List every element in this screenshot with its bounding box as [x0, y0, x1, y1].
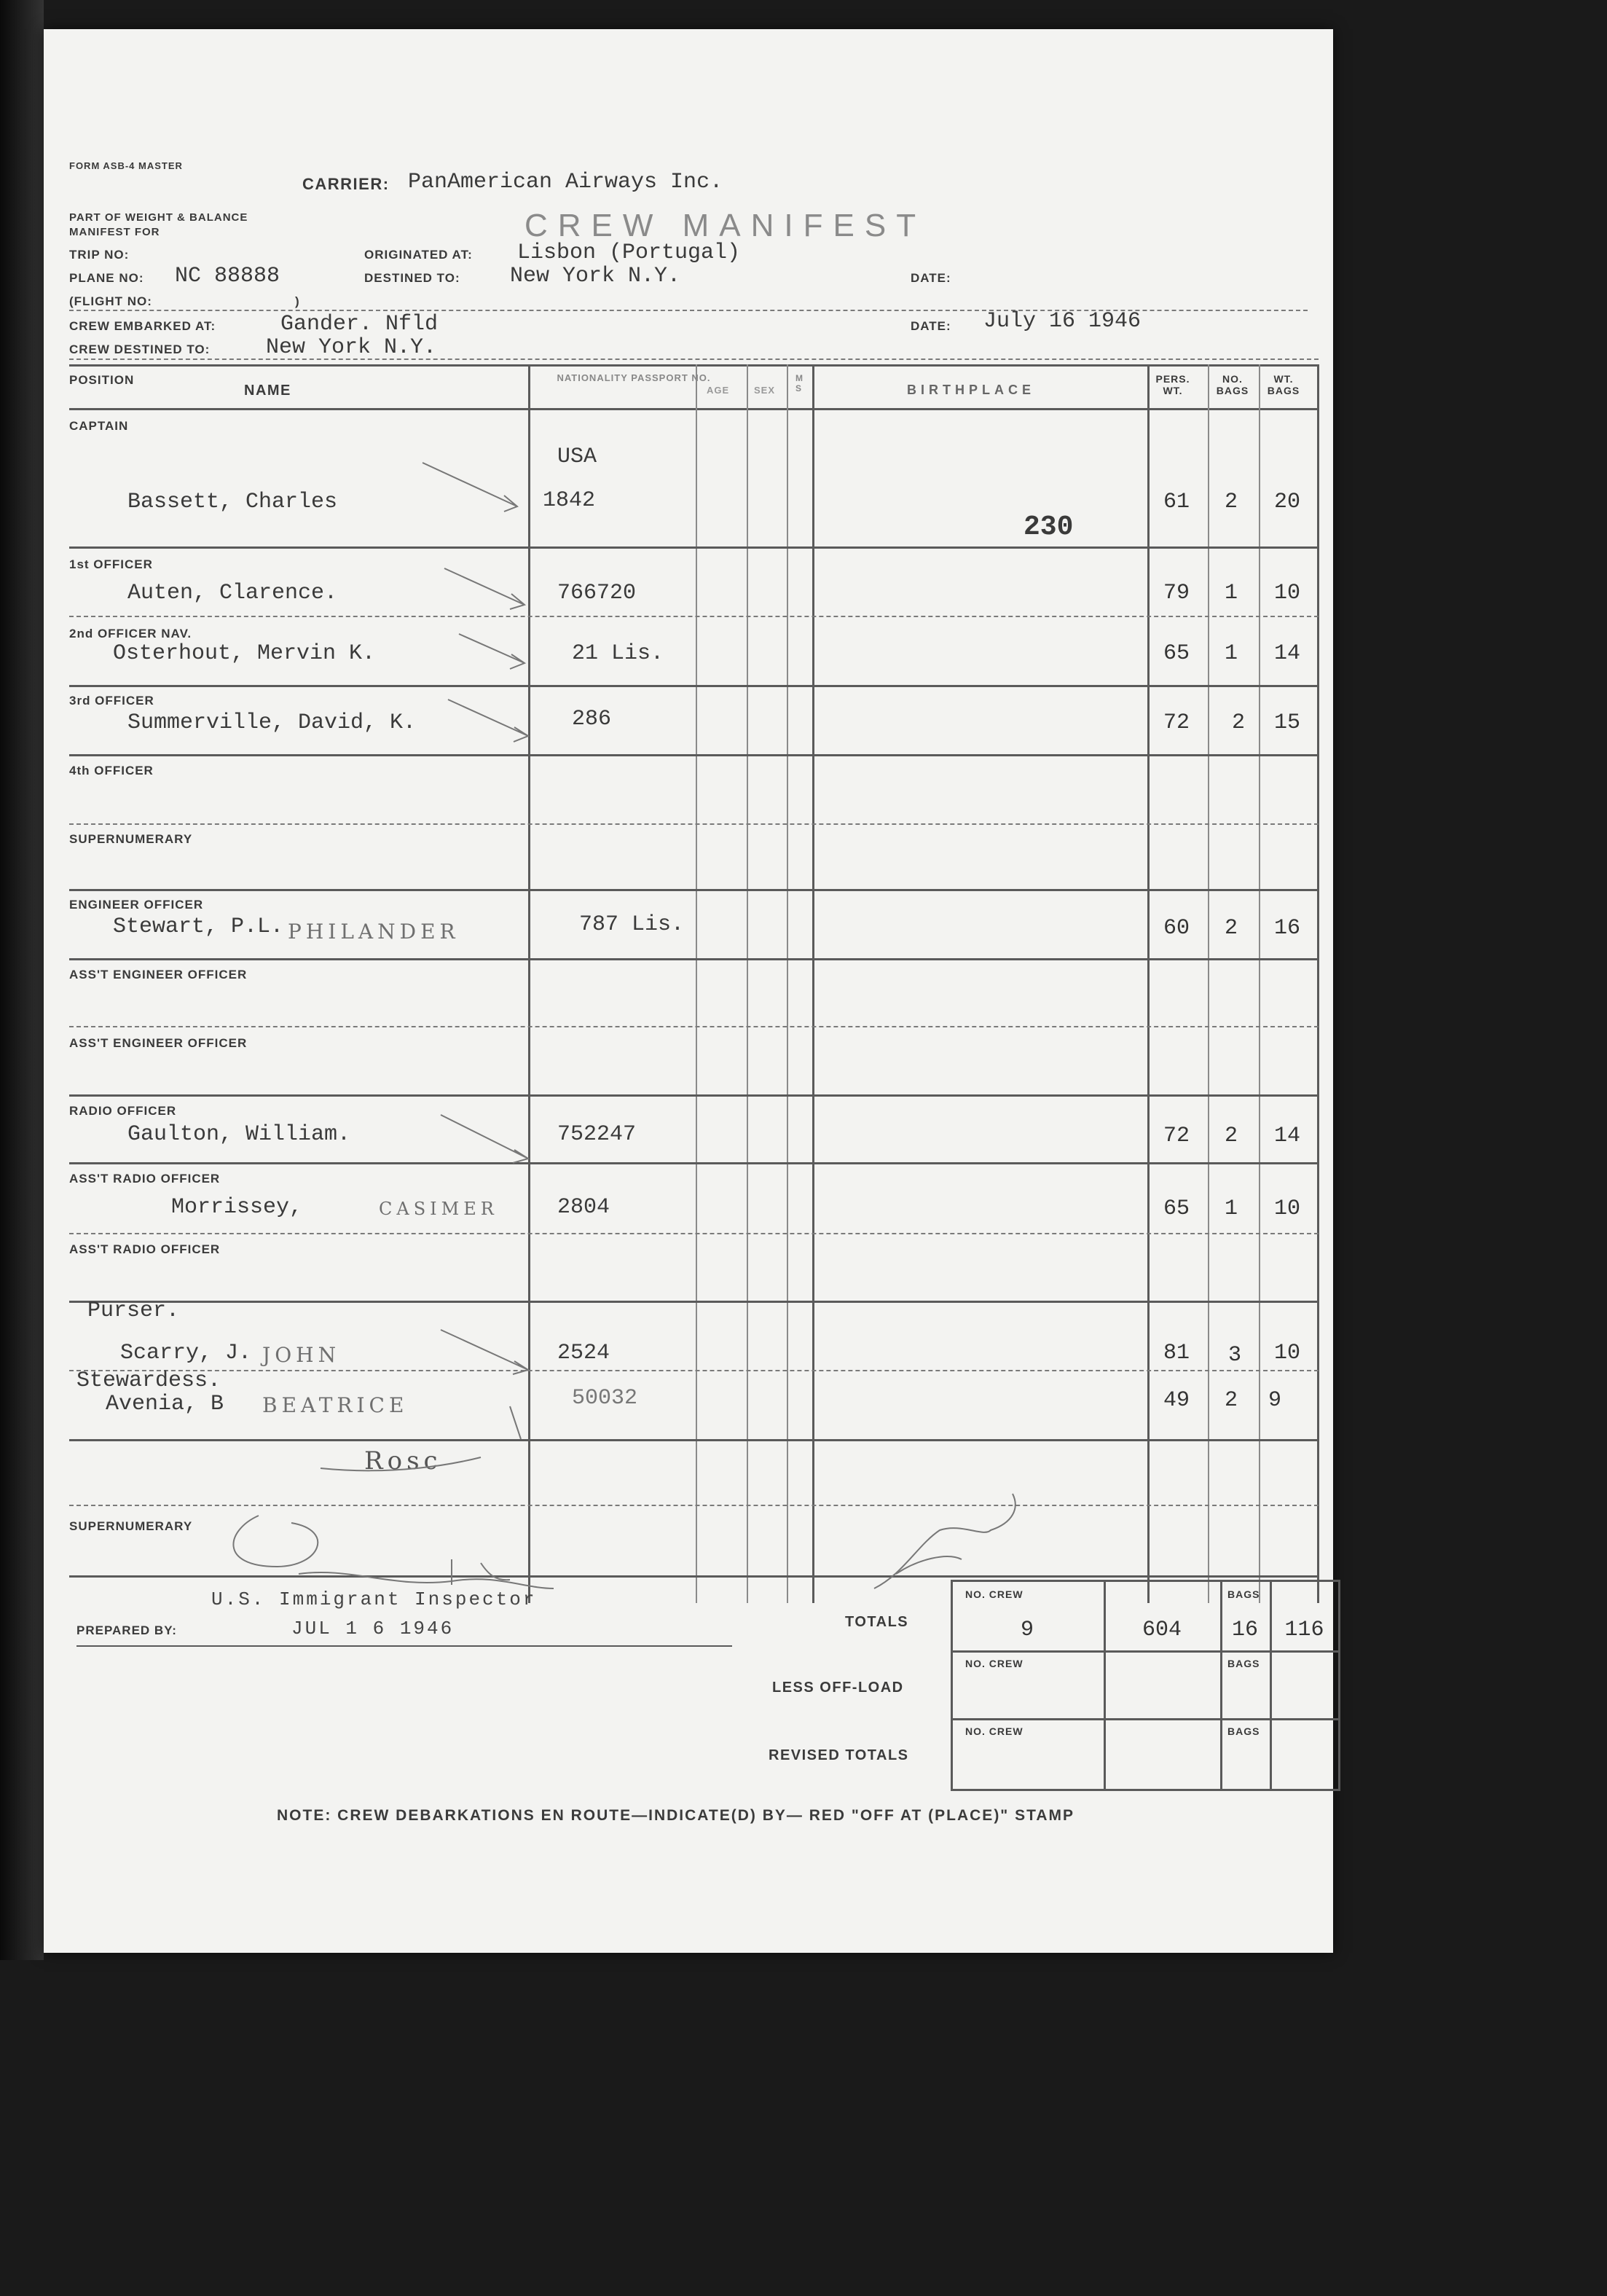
part-of-label: PART OF WEIGHT & BALANCE: [69, 211, 248, 224]
destined-label: DESTINED TO:: [364, 271, 460, 285]
row-no-bags: 1: [1224, 641, 1238, 666]
row-position: SUPERNUMERARY: [69, 832, 193, 846]
less-offload-label: LESS OFF-LOAD: [772, 1680, 904, 1696]
document-title: CREW MANIFEST: [524, 208, 927, 243]
col-sex: SEX: [754, 385, 776, 396]
row-hand-annotation: PHILANDER: [288, 920, 460, 944]
row-position: 1st OFFICER: [69, 557, 153, 571]
row-wt-bags: 20: [1273, 490, 1300, 514]
plane-label: PLANE NO:: [69, 271, 144, 285]
row-hand-annotation: JOHN: [262, 1343, 341, 1367]
row-wt-bags: 14: [1273, 1124, 1300, 1148]
bags-label: BAGS: [1227, 1725, 1260, 1737]
totals-label: TOTALS: [845, 1614, 909, 1630]
row-hand-annotation: CASIMER: [379, 1199, 498, 1219]
row-no-bags: 2: [1224, 1388, 1238, 1413]
row-no-bags: 3: [1227, 1343, 1241, 1368]
prepared-by-label: PREPARED BY:: [76, 1623, 177, 1637]
crew-destined-label: CREW DESTINED TO:: [69, 342, 211, 356]
row-note: 230: [1023, 512, 1074, 543]
date2-label: DATE:: [911, 319, 951, 333]
row-position: ASS'T RADIO OFFICER: [69, 1242, 221, 1256]
row-pers-wt: 72: [1163, 710, 1190, 735]
col-age: AGE: [707, 385, 730, 396]
row-no-bags: 1: [1224, 1196, 1238, 1221]
col-wt-bags: WT. BAGS: [1267, 373, 1300, 396]
row-pers-wt: 65: [1163, 641, 1190, 666]
total-wt-bags: 116: [1284, 1618, 1324, 1642]
col-name: NAME: [244, 383, 291, 399]
date2-value: July 16 1946: [983, 309, 1142, 334]
row-position: ENGINEER OFFICER: [69, 898, 204, 912]
row-passport: 787 Lis.: [579, 912, 685, 937]
totals-col-line: [1270, 1580, 1272, 1791]
row-wt-bags: 10: [1273, 1196, 1300, 1221]
row-wt-bags: 10: [1273, 581, 1300, 606]
supernumerary-label: SUPERNUMERARY: [69, 1519, 193, 1533]
col-ms: M S: [795, 373, 804, 393]
manifest-for-label: MANIFEST FOR: [69, 226, 160, 238]
row-position: RADIO OFFICER: [69, 1104, 177, 1118]
total-pers-wt: 604: [1142, 1618, 1182, 1642]
col-pers-wt: PERS. WT.: [1155, 373, 1190, 396]
carrier-value: PanAmerican Airways Inc.: [408, 170, 723, 195]
embarked-value: Gander. Nfld: [280, 312, 439, 337]
col-no-bags: NO. BAGS: [1216, 373, 1249, 396]
row-name: Osterhout, Mervin K.: [113, 641, 376, 666]
row-position: ASS'T ENGINEER OFFICER: [69, 968, 248, 982]
flight-label: (FLIGHT NO:: [69, 294, 152, 308]
form-number: FORM ASB-4 MASTER: [69, 160, 183, 171]
row-name: Scarry, J.: [120, 1341, 252, 1366]
revised-totals-label: REVISED TOTALS: [769, 1747, 909, 1763]
row-position: ASS'T RADIO OFFICER: [69, 1172, 221, 1186]
row-position: 3rd OFFICER: [69, 694, 154, 708]
row-passport: 21 Lis.: [572, 641, 664, 666]
row-position: 2nd OFFICER NAV.: [69, 627, 192, 640]
row-pers-wt: 61: [1163, 490, 1190, 514]
row-no-bags: 1: [1224, 581, 1238, 606]
col-position: POSITION: [69, 373, 135, 387]
date-label: DATE:: [911, 271, 951, 285]
handwritten-annotation: Rosc: [364, 1446, 442, 1476]
row-no-bags: 2: [1231, 710, 1245, 735]
row-name: Auten, Clarence.: [127, 581, 338, 606]
row-pers-wt: 49: [1163, 1388, 1190, 1413]
footer-note: NOTE: CREW DEBARKATIONS EN ROUTE—INDICATE(D) BY— RED "OFF AT (PLACE)" STAMP: [277, 1807, 1075, 1824]
row-hand-annotation: BEATRICE: [262, 1393, 409, 1417]
row-position: ASS'T ENGINEER OFFICER: [69, 1036, 248, 1050]
no-crew-label: NO. CREW: [965, 1658, 1023, 1669]
totals-box: [951, 1580, 1340, 1791]
row-name: Gaulton, William.: [127, 1122, 351, 1147]
col-birthplace: BIRTHPLACE: [907, 383, 1035, 397]
carrier-label: CARRIER:: [302, 175, 390, 193]
destined-value: New York N.Y.: [510, 264, 681, 289]
row-position: CAPTAIN: [69, 419, 129, 433]
row-nationality: USA: [557, 444, 597, 469]
crew-destined-value: New York N.Y.: [266, 335, 437, 360]
no-crew-label: NO. CREW: [965, 1588, 1023, 1600]
row-position: Stewardess.: [76, 1368, 221, 1393]
total-crew: 9: [1020, 1618, 1034, 1642]
row-no-bags: 2: [1224, 1124, 1238, 1148]
flight-close: ): [295, 294, 300, 308]
totals-row-line: [951, 1650, 1340, 1653]
totals-col-line: [1220, 1580, 1222, 1791]
row-wt-bags: 14: [1273, 641, 1300, 666]
stamp-date: JUL 1 6 1946: [291, 1618, 455, 1639]
trip-label: TRIP NO:: [69, 248, 130, 262]
totals-row-line: [951, 1718, 1340, 1720]
row-name: Summerville, David, K.: [127, 710, 417, 735]
crew-manifest-sheet: [44, 29, 1333, 1953]
total-bags: 16: [1231, 1618, 1258, 1642]
totals-col-line: [1104, 1580, 1106, 1791]
row-position: Purser.: [87, 1298, 180, 1323]
row-wt-bags: 10: [1273, 1341, 1300, 1366]
row-passport: 2804: [557, 1195, 610, 1220]
row-pers-wt: 60: [1163, 916, 1190, 941]
row-name: Stewart, P.L.: [113, 914, 284, 939]
row-pers-wt: 65: [1163, 1196, 1190, 1221]
row-pers-wt: 81: [1163, 1341, 1190, 1366]
row-passport: 286: [572, 707, 612, 732]
row-passport: 1842: [543, 488, 596, 513]
row-passport: 50032: [572, 1386, 638, 1411]
row-pers-wt: 72: [1163, 1124, 1190, 1148]
bags-label: BAGS: [1227, 1658, 1260, 1669]
row-wt-bags: 16: [1273, 916, 1300, 941]
row-wt-bags: 9: [1268, 1388, 1281, 1413]
prepared-by-line: [76, 1645, 732, 1647]
bags-label: BAGS: [1227, 1588, 1260, 1600]
row-passport: 752247: [557, 1122, 637, 1147]
row-passport: 766720: [557, 581, 637, 606]
row-passport: 2524: [557, 1341, 610, 1366]
row-no-bags: 2: [1224, 490, 1238, 514]
originated-value: Lisbon (Portugal): [517, 240, 741, 265]
plane-value: NC 88888: [175, 264, 280, 289]
row-name: Morrissey,: [171, 1195, 303, 1220]
row-position: 4th OFFICER: [69, 764, 154, 777]
col-nationality: NATIONALITY PASSPORT NO.: [557, 372, 711, 383]
embarked-label: CREW EMBARKED AT:: [69, 319, 216, 333]
row-no-bags: 2: [1224, 916, 1238, 941]
row-wt-bags: 15: [1273, 710, 1300, 735]
inspector-stamp: U.S. Immigrant Inspector: [211, 1588, 537, 1610]
row-name: Bassett, Charles: [127, 490, 338, 514]
originated-label: ORIGINATED AT:: [364, 248, 473, 262]
row-name: Avenia, B: [106, 1392, 224, 1417]
no-crew-label: NO. CREW: [965, 1725, 1023, 1737]
row-pers-wt: 79: [1163, 581, 1190, 606]
scan-edge: [0, 0, 44, 1960]
